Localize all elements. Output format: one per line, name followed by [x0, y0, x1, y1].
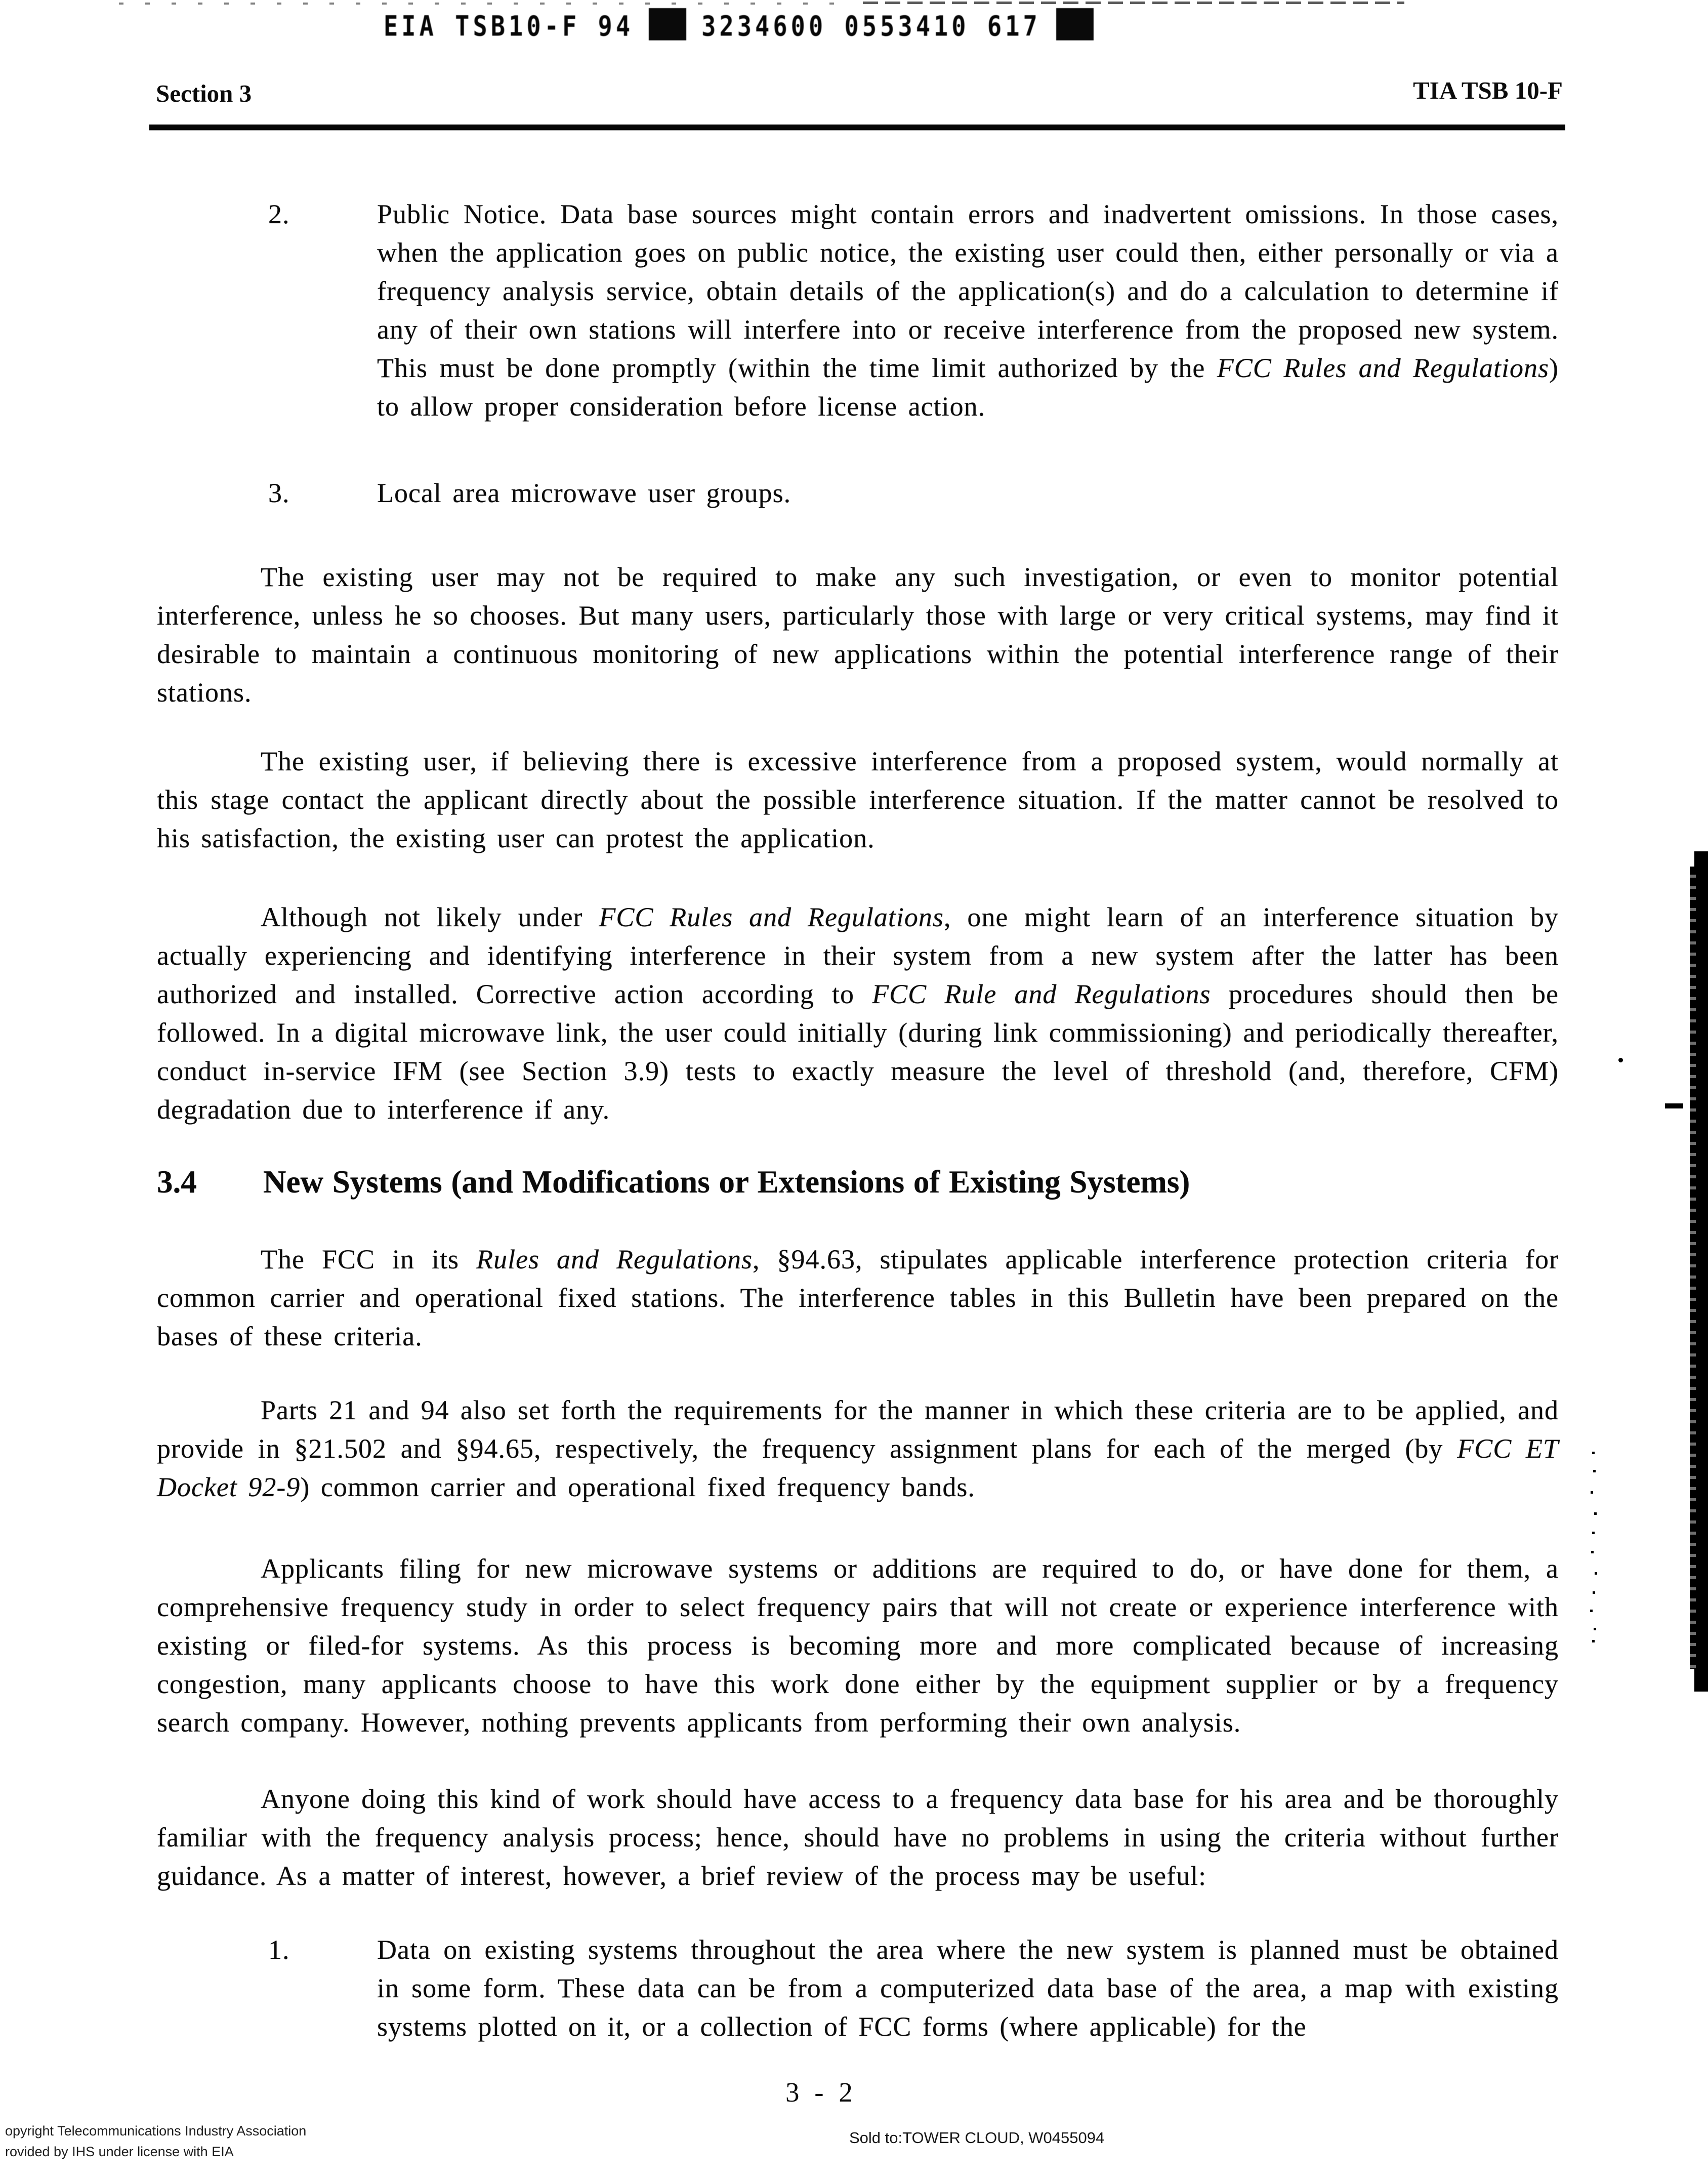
list-text	[377, 195, 1559, 426]
text-segment: ) common carrier and operational fixed frequency bands.	[300, 1472, 975, 1502]
fax-header-banner	[384, 8, 1109, 43]
italic-citation: FCC Rule and Regulations	[872, 979, 1211, 1009]
heading-title: New Systems (and Modifications or Extensions of Existing Systems)	[263, 1164, 1190, 1200]
text-segment: Although not likely under	[261, 902, 599, 932]
list-number: 2.	[268, 199, 290, 229]
section-heading-3-4	[157, 1162, 1559, 1202]
scan-noise-dashes	[863, 2, 1404, 4]
header-document-id: TIA TSB 10-F	[1413, 76, 1563, 104]
list-text: Data on existing systems throughout the area where the new system is planned must be obtained in some form. These data can be from a computerized data base of the area, a map with existing systems plotted on it, or a collection of FCC forms (where applicable) for the	[377, 1935, 1559, 2042]
italic-citation: Rules and Regulations	[476, 1244, 753, 1274]
text-segment: Parts 21 and 94 also set forth the requirements for the manner in which these criteria are to be applied, and provide in §21.502 and §94.65, respectively, the frequency assignment plans for each of the merged (by	[157, 1395, 1559, 1464]
scan-stray-dot	[1618, 1058, 1623, 1062]
heading-number: 3.4	[157, 1164, 197, 1200]
copyright-line-2: rovided by IHS under license with EIA	[5, 2144, 234, 2159]
list-number: 1.	[268, 1935, 290, 1965]
text-segment: Public Notice. Data base sources might contain errors and inadvertent omissions. In those cases, when the application goes on public notice, the existing user could then, either personally or via a frequency analysis service, obtain details of the application(s) and do a calculation to determine if any of their own stations will interfere into or receive interference from the proposed new system. This must be done promptly (within the time limit authorized by the	[377, 199, 1559, 383]
scan-edge-artifact-band	[1694, 851, 1708, 1692]
italic-citation: FCC ET Docket 92-9	[157, 1433, 1559, 1502]
scan-edge-artifact-texture	[1690, 867, 1696, 1669]
paragraph-contact-applicant: The existing user, if believing there is excessive interference from a proposed system, would normally at this stage contact the applicant directly about the possible interference situation. If the matter cannot be resolved to his satisfaction, the existing user can protest the application.	[157, 746, 1559, 853]
list-item-2	[268, 195, 1559, 426]
list-text: Local area microwave user groups.	[377, 478, 791, 508]
scan-speckle-column	[1592, 1452, 1595, 1454]
banner-block-icon	[649, 8, 686, 40]
banner-text-left: EIA TSB10-F 94	[384, 10, 634, 43]
list-number: 3.	[268, 478, 290, 508]
italic-citation: FCC Rules and Regulations	[1217, 353, 1550, 383]
text-segment: ) to allow proper consideration before license action.	[377, 353, 1559, 422]
paragraph-anyone: Anyone doing this kind of work should have access to a frequency data base for his area and be thoroughly familiar with the frequency analysis process; hence, should have no problems in using the criteria without further guidance. As a matter of interest, however, a brief review of the process may be useful:	[157, 1784, 1559, 1891]
header-rule	[149, 125, 1565, 130]
body-column	[157, 195, 1559, 2046]
paragraph-parts-21-94	[157, 1391, 1559, 1506]
header-section-label: Section 3	[156, 79, 252, 107]
copyright-line-1: opyright Telecommunications Industry Association	[5, 2123, 307, 2138]
paragraph-fcc-rules	[157, 1240, 1559, 1355]
scan-edge-dash-mark	[1665, 1103, 1683, 1108]
paragraph-monitoring: The existing user may not be required to make any such investigation, or even to monitor potential interference, unless he so chooses. But many users, particularly those with large or very critical systems, may find it desirable to maintain a continuous monitoring of new applications within the potential interference range of their stations.	[157, 562, 1559, 708]
banner-text-right: 3234600 0553410 617	[701, 10, 1041, 43]
italic-citation: FCC Rules and Regulations	[599, 902, 944, 932]
paragraph-although	[157, 898, 1559, 1129]
text-segment: The FCC in its	[261, 1244, 477, 1274]
text-segment: , one might learn of an interference situation by actually experiencing and identifying interference in their system from a new system after the latter has been authorized and installed. Corrective action according to	[157, 902, 1559, 1009]
footer-sold-to: Sold to:TOWER CLOUD, W0455094	[849, 2129, 1105, 2147]
list-item-1	[268, 1930, 1559, 2046]
footer-copyright	[5, 2121, 306, 2162]
paragraph-applicants: Applicants filing for new microwave systems or additions are required to do, or have done for them, a comprehensive frequency study in order to select frequency pairs that will not create or experience interference with existing or filed-for systems. As this process is becoming more and more complicated because of increasing congestion, many applicants choose to have this work done either by the equipment supplier or by a frequency search company. However, nothing prevents applicants from performing their own analysis.	[157, 1553, 1559, 1738]
banner-block-icon	[1056, 8, 1094, 40]
scan-noise-dots	[119, 3, 853, 5]
text-segment: procedures should then be followed. In a digital microwave link, the user could initially (during link commissioning) and periodically thereafter, conduct in-service IFM (see Section 3.9) tests to exactly measure the level of threshold (and, therefore, CFM) degradation due to interference if any.	[157, 979, 1559, 1125]
list-item-3	[268, 474, 1559, 512]
page-number: 3 - 2	[785, 2077, 857, 2108]
text-segment: , §94.63, stipulates applicable interference protection criteria for common carrier and operational fixed stations. The interference tables in this Bulletin have been prepared on the bases of these criteria.	[157, 1244, 1559, 1351]
